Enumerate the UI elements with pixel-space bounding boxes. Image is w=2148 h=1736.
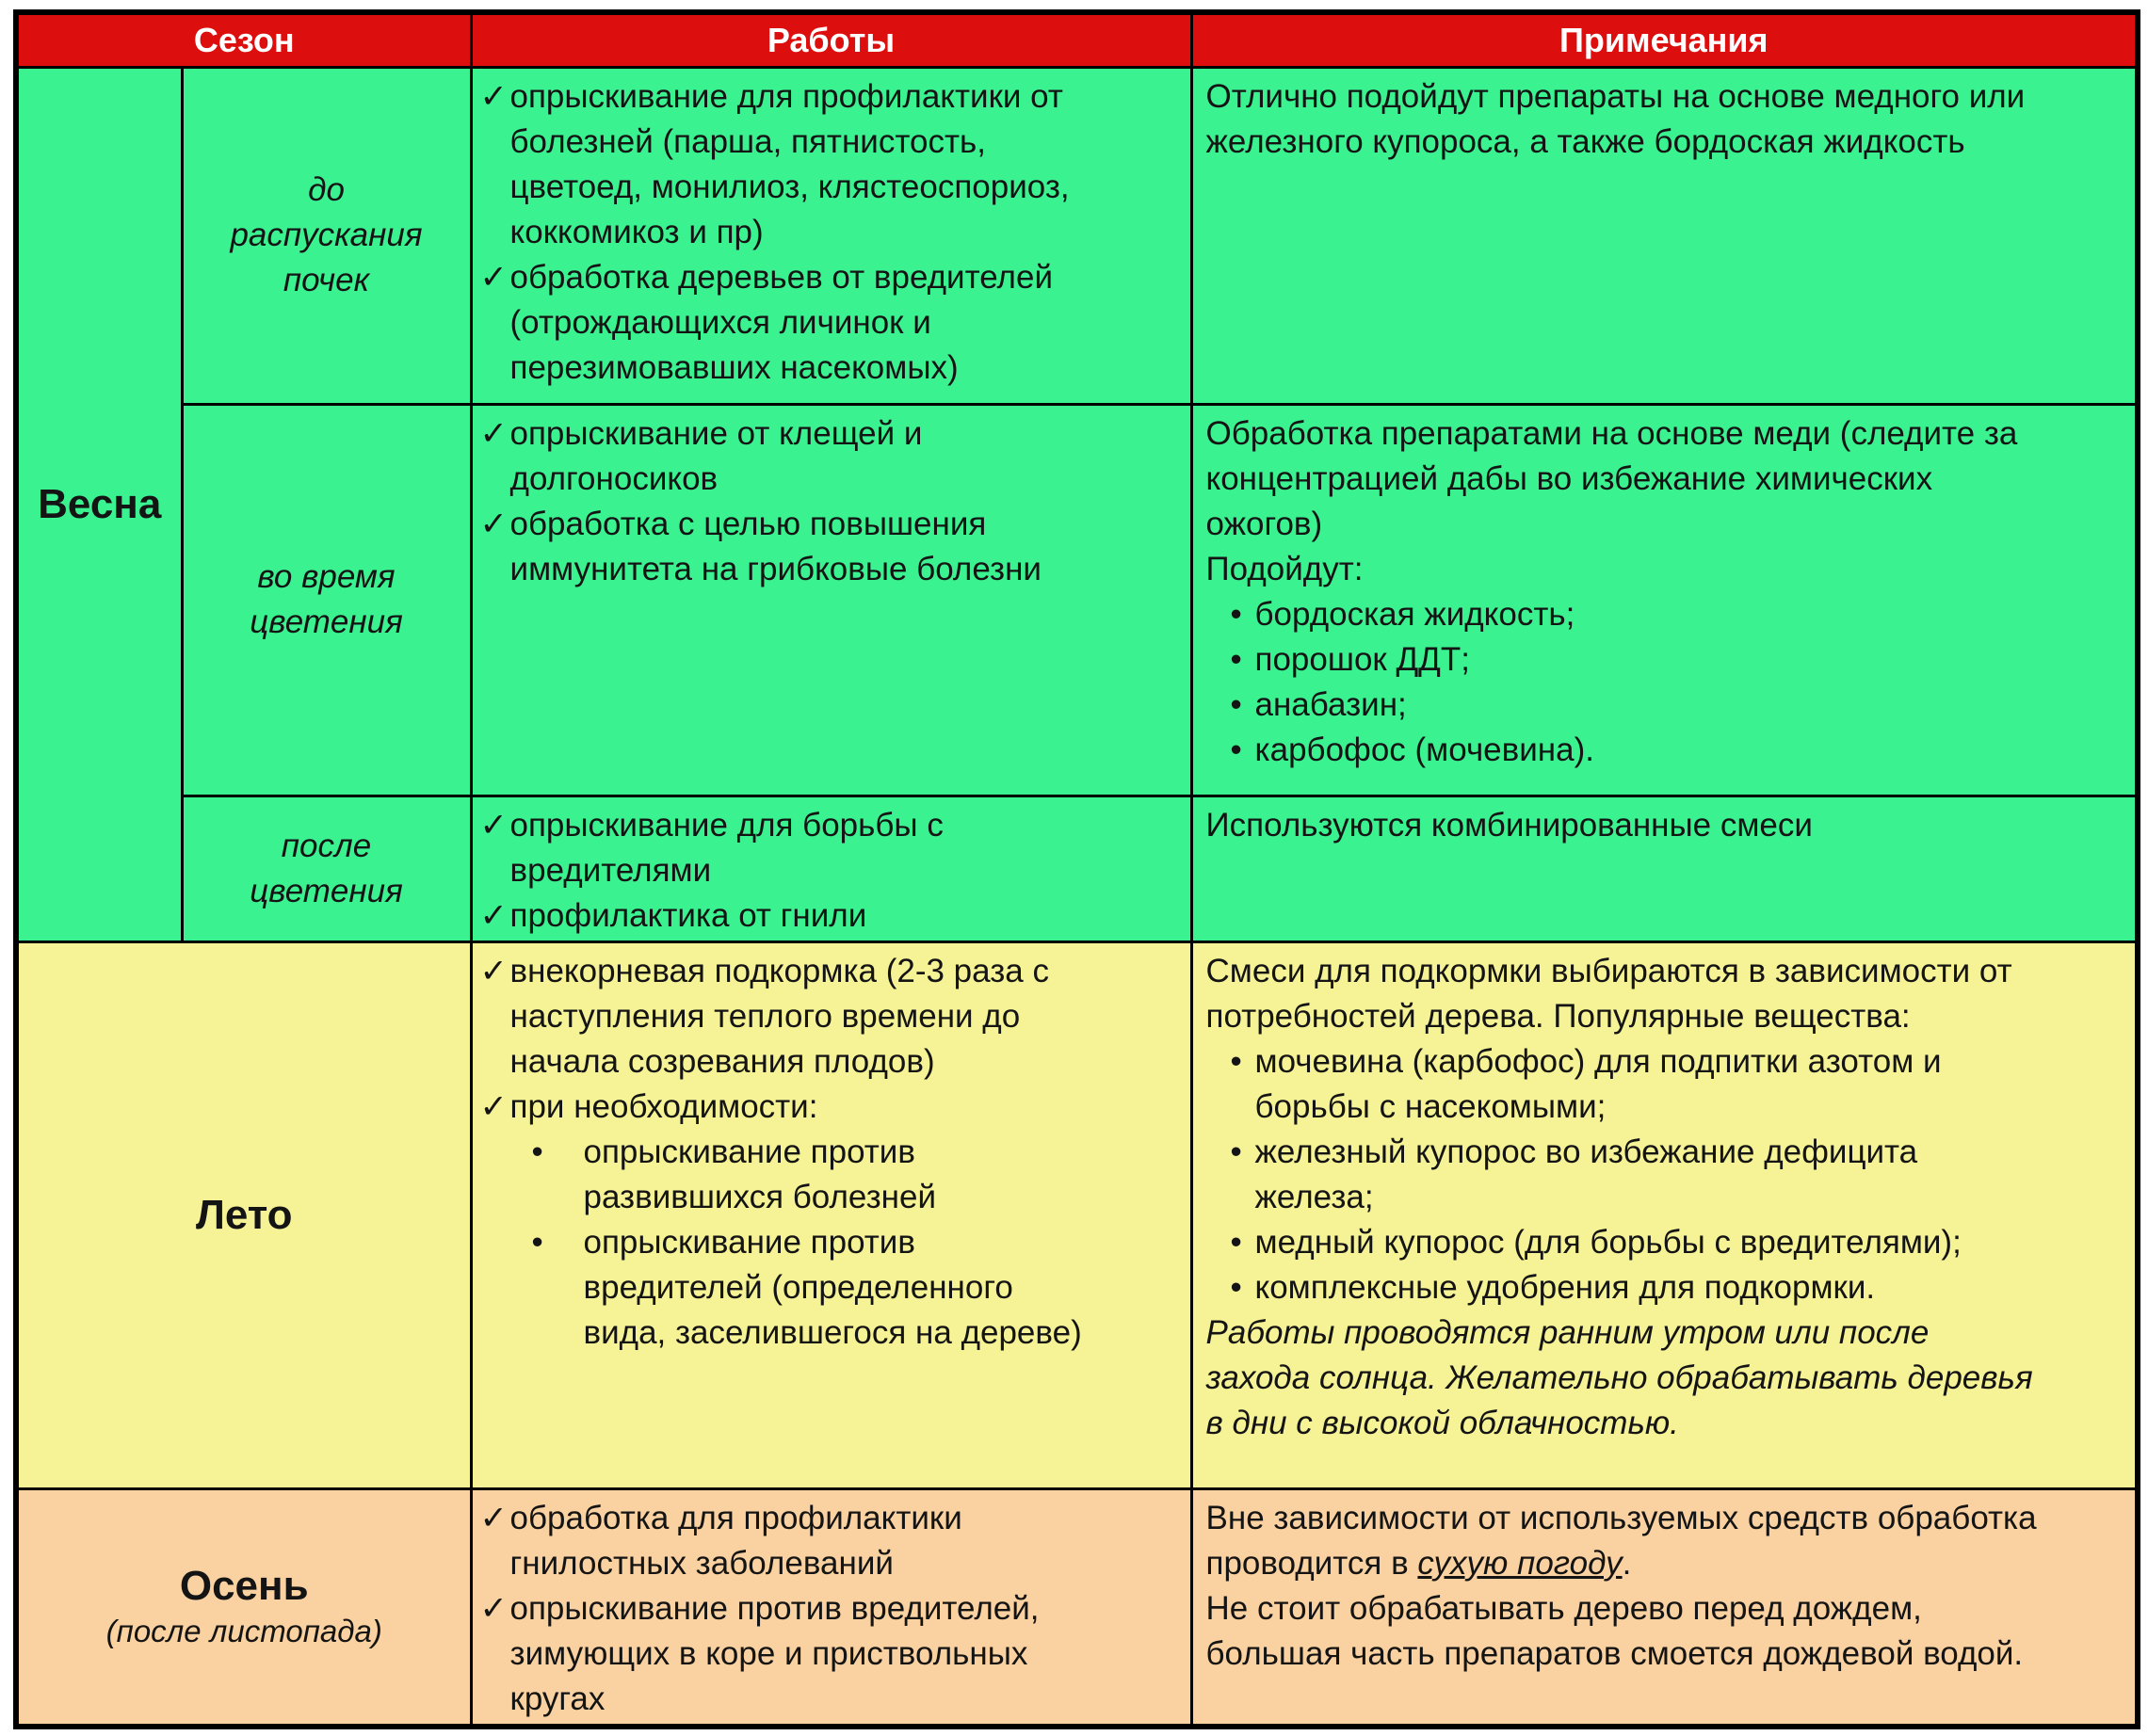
text-line: Работы проводятся ранним утром или после: [1205, 1313, 1930, 1351]
text-line: цветения: [250, 872, 403, 909]
text-line: после: [281, 827, 372, 864]
work-item-text: [510, 74, 1181, 255]
period-cell-after-flowering: [182, 796, 471, 941]
work-item: [480, 255, 1181, 391]
text-line: порошок ДДТ;: [1254, 640, 1470, 678]
check-icon: ✓: [479, 1087, 508, 1125]
text-line: карбофос (мочевина).: [1254, 731, 1594, 768]
text-line: развившихся болезней: [583, 1178, 937, 1215]
text-line: долгоносиков: [509, 459, 719, 497]
work-item-text: [510, 502, 1181, 592]
work-item-text: [510, 949, 1181, 1085]
bullet-icon: •: [531, 1133, 543, 1170]
season-sublabel-autumn: (после листопада): [105, 1613, 382, 1648]
check-icon: ✓: [479, 1589, 508, 1627]
text-line: большая часть препаратов смоется дождевой водой.: [1205, 1634, 2024, 1672]
text-line: обработка с целью повышения: [509, 505, 987, 542]
work-item-text: [510, 1586, 1181, 1722]
work-sub-bullet-item: [532, 1130, 1181, 1220]
text-line: коккомикоз и пр): [509, 213, 764, 250]
text-line: потребностей дерева. Популярные вещества:: [1205, 997, 1911, 1035]
work-item: [480, 1085, 1181, 1130]
row-summer: [16, 941, 2138, 1488]
text-line: вида, заселившегося на дереве): [583, 1313, 1082, 1351]
note-bullet-item: [1231, 1130, 2124, 1220]
text-line: концентрацией дабы во избежание химических: [1205, 459, 1933, 497]
note-bullet-text: [1255, 1039, 2124, 1130]
row-spring-before-budbreak: [16, 67, 2138, 404]
text-line: опрыскивание против вредителей,: [509, 1589, 1040, 1627]
notes-footnote: [1206, 1310, 2124, 1446]
text-line: [1206, 1541, 2124, 1586]
text-line: Обработка препаратами на основе меди (следите за: [1205, 414, 2018, 452]
check-icon: ✓: [479, 806, 508, 844]
work-item-text: [510, 1496, 1181, 1586]
check-icon: ✓: [479, 952, 508, 989]
text-line: в дни с высокой облачностью.: [1205, 1404, 1679, 1441]
text-line: железного купороса, а также бордоская жидкость: [1205, 122, 1965, 160]
bullet-icon: •: [1230, 595, 1242, 633]
text-line: борьбы с насекомыми;: [1254, 1087, 1607, 1125]
notes-subtitle: Подойдут:: [1205, 550, 1364, 587]
check-icon: ✓: [479, 258, 508, 296]
note-bullet-text: [1255, 1265, 2124, 1310]
note-bullet-item: [1231, 728, 2124, 773]
text-line: распускания: [230, 217, 423, 253]
text-line: мочевина (карбофос) для подпитки азотом и: [1254, 1042, 1942, 1080]
work-item: [480, 411, 1181, 502]
works-cell-spring-1: [471, 67, 1191, 404]
text-line: профилактика от гнили: [509, 896, 867, 934]
season-label-spring: Весна: [38, 480, 162, 527]
bullet-icon: •: [1230, 1133, 1242, 1170]
season-cell-spring: [16, 67, 182, 941]
text-segment: .: [1622, 1544, 1632, 1582]
check-icon: ✓: [479, 77, 508, 115]
work-item-text: [510, 411, 1181, 502]
season-label-autumn: Осень: [179, 1562, 309, 1609]
text-line: обработка деревьев от вредителей: [509, 258, 1053, 296]
seasonal-care-table: [13, 9, 2140, 1729]
check-icon: ✓: [479, 896, 508, 934]
season-label-summer: Лето: [195, 1191, 293, 1238]
note-bullet-item: [1231, 683, 2124, 728]
col-header-works: Работы: [471, 12, 1191, 67]
work-item: [480, 502, 1181, 592]
note-bullet-text: [1255, 683, 2124, 728]
work-item: [480, 1586, 1181, 1722]
period-cell-flowering: [182, 404, 471, 796]
text-line: железа;: [1254, 1178, 1374, 1215]
note-bullet-item: [1231, 1220, 2124, 1265]
work-sub-bullet-text: [584, 1130, 1181, 1220]
work-item: [480, 949, 1181, 1085]
works-cell-summer: [471, 941, 1191, 1488]
note-bullet-text: [1255, 728, 2124, 773]
text-line: наступления теплого времени до: [509, 997, 1021, 1035]
text-line: опрыскивание против: [583, 1133, 915, 1170]
season-cell-autumn: [16, 1488, 471, 1727]
works-cell-spring-3: [471, 796, 1191, 941]
note-bullet-item: [1231, 592, 2124, 637]
work-sub-bullet-text: [584, 1220, 1181, 1356]
check-icon: ✓: [479, 1499, 508, 1536]
work-item: [480, 1496, 1181, 1586]
text-line: зимующих в коре и приствольных: [509, 1634, 1028, 1672]
notes-cell-summer: [1191, 941, 2138, 1488]
header-row: [16, 12, 2138, 67]
text-line: опрыскивание для профилактики от: [509, 77, 1063, 115]
period-cell-before-budbreak: [182, 67, 471, 404]
text-line: Смеси для подкормки выбираются в зависимости от: [1205, 952, 2012, 989]
text-line: комплексные удобрения для подкормки.: [1254, 1268, 1876, 1306]
text-line: при необходимости:: [509, 1087, 818, 1125]
text-line: анабазин;: [1254, 685, 1407, 723]
work-item: [480, 893, 1181, 939]
text-line: болезней (парша, пятнистость,: [509, 122, 986, 160]
text-line: иммунитета на грибковые болезни: [509, 550, 1042, 587]
text-line: опрыскивание против: [583, 1223, 915, 1261]
work-item-text: [510, 255, 1181, 391]
note-bullet-text: [1255, 1220, 2124, 1265]
text-line: цветения: [250, 603, 403, 640]
text-line: Отлично подойдут препараты на основе медного или: [1205, 77, 2026, 115]
text-line: опрыскивание от клещей и: [509, 414, 923, 452]
text-line: кругах: [509, 1680, 606, 1717]
text-line: обработка для профилактики: [509, 1499, 962, 1536]
bullet-icon: •: [1230, 731, 1242, 768]
text-line: Вне зависимости от используемых средств обработка: [1205, 1499, 2037, 1536]
text-line: бордоская жидкость;: [1254, 595, 1575, 633]
notes-cell-spring-2: [1191, 404, 2138, 796]
work-item: [480, 74, 1181, 255]
text-line: Используются комбинированные смеси: [1205, 806, 1813, 844]
text-line: ожогов): [1205, 505, 1323, 542]
notes-cell-autumn: [1191, 1488, 2138, 1727]
season-cell-summer: [16, 941, 471, 1488]
text-line: почек: [283, 262, 370, 298]
work-item-text: [510, 1085, 1181, 1130]
bullet-icon: •: [1230, 1042, 1242, 1080]
note-bullet-item: [1231, 1265, 2124, 1310]
text-line: до: [308, 171, 345, 208]
note-bullet-item: [1231, 637, 2124, 683]
col-header-season: Сезон: [16, 12, 471, 67]
text-line: захода солнца. Желательно обрабатывать деревья: [1205, 1358, 2033, 1396]
row-spring-flowering: [16, 404, 2138, 796]
text-line: медный купорос (для борьбы с вредителями);: [1254, 1223, 1962, 1261]
check-icon: ✓: [479, 414, 508, 452]
notes-cell-spring-1: [1191, 67, 2138, 404]
col-header-notes: Примечания: [1191, 12, 2138, 67]
emphasized-dry-weather: сухую погоду: [1417, 1544, 1623, 1582]
work-sub-bullet-item: [532, 1220, 1181, 1356]
text-line: гнилостных заболеваний: [509, 1544, 894, 1582]
text-line: железный купорос во избежание дефицита: [1254, 1133, 1918, 1170]
notes-cell-spring-3: [1191, 796, 2138, 941]
bullet-icon: •: [1230, 640, 1242, 678]
bullet-icon: •: [1230, 1268, 1242, 1306]
text-line: Не стоит обрабатывать дерево перед дождем,: [1205, 1589, 1922, 1627]
note-bullet-text: [1255, 1130, 2124, 1220]
text-line: во время: [257, 558, 396, 595]
row-spring-after-flowering: [16, 796, 2138, 941]
check-icon: ✓: [479, 505, 508, 542]
note-bullet-text: [1255, 637, 2124, 683]
text-line: вредителей (определенного: [583, 1268, 1013, 1306]
text-line: вредителями: [509, 851, 712, 889]
text-line: перезимовавших насекомых): [509, 348, 959, 386]
work-item: [480, 803, 1181, 893]
work-item-text: [510, 803, 1181, 893]
text-line: (отрождающихся личинок и: [509, 303, 931, 341]
works-cell-spring-2: [471, 404, 1191, 796]
text-line: начала созревания плодов): [509, 1042, 935, 1080]
text-segment: проводится в: [1205, 1544, 1418, 1582]
works-cell-autumn: [471, 1488, 1191, 1727]
row-autumn: [16, 1488, 2138, 1727]
text-line: опрыскивание для борьбы с: [509, 806, 944, 844]
text-line: внекорневая подкормка (2-3 раза с: [509, 952, 1049, 989]
note-bullet-text: [1255, 592, 2124, 637]
bullet-icon: •: [531, 1223, 543, 1261]
note-bullet-item: [1231, 1039, 2124, 1130]
bullet-icon: •: [1230, 685, 1242, 723]
bullet-icon: •: [1230, 1223, 1242, 1261]
work-item-text: [510, 893, 1181, 939]
text-line: цветоед, монилиоз, клястеоспориоз,: [509, 168, 1070, 205]
